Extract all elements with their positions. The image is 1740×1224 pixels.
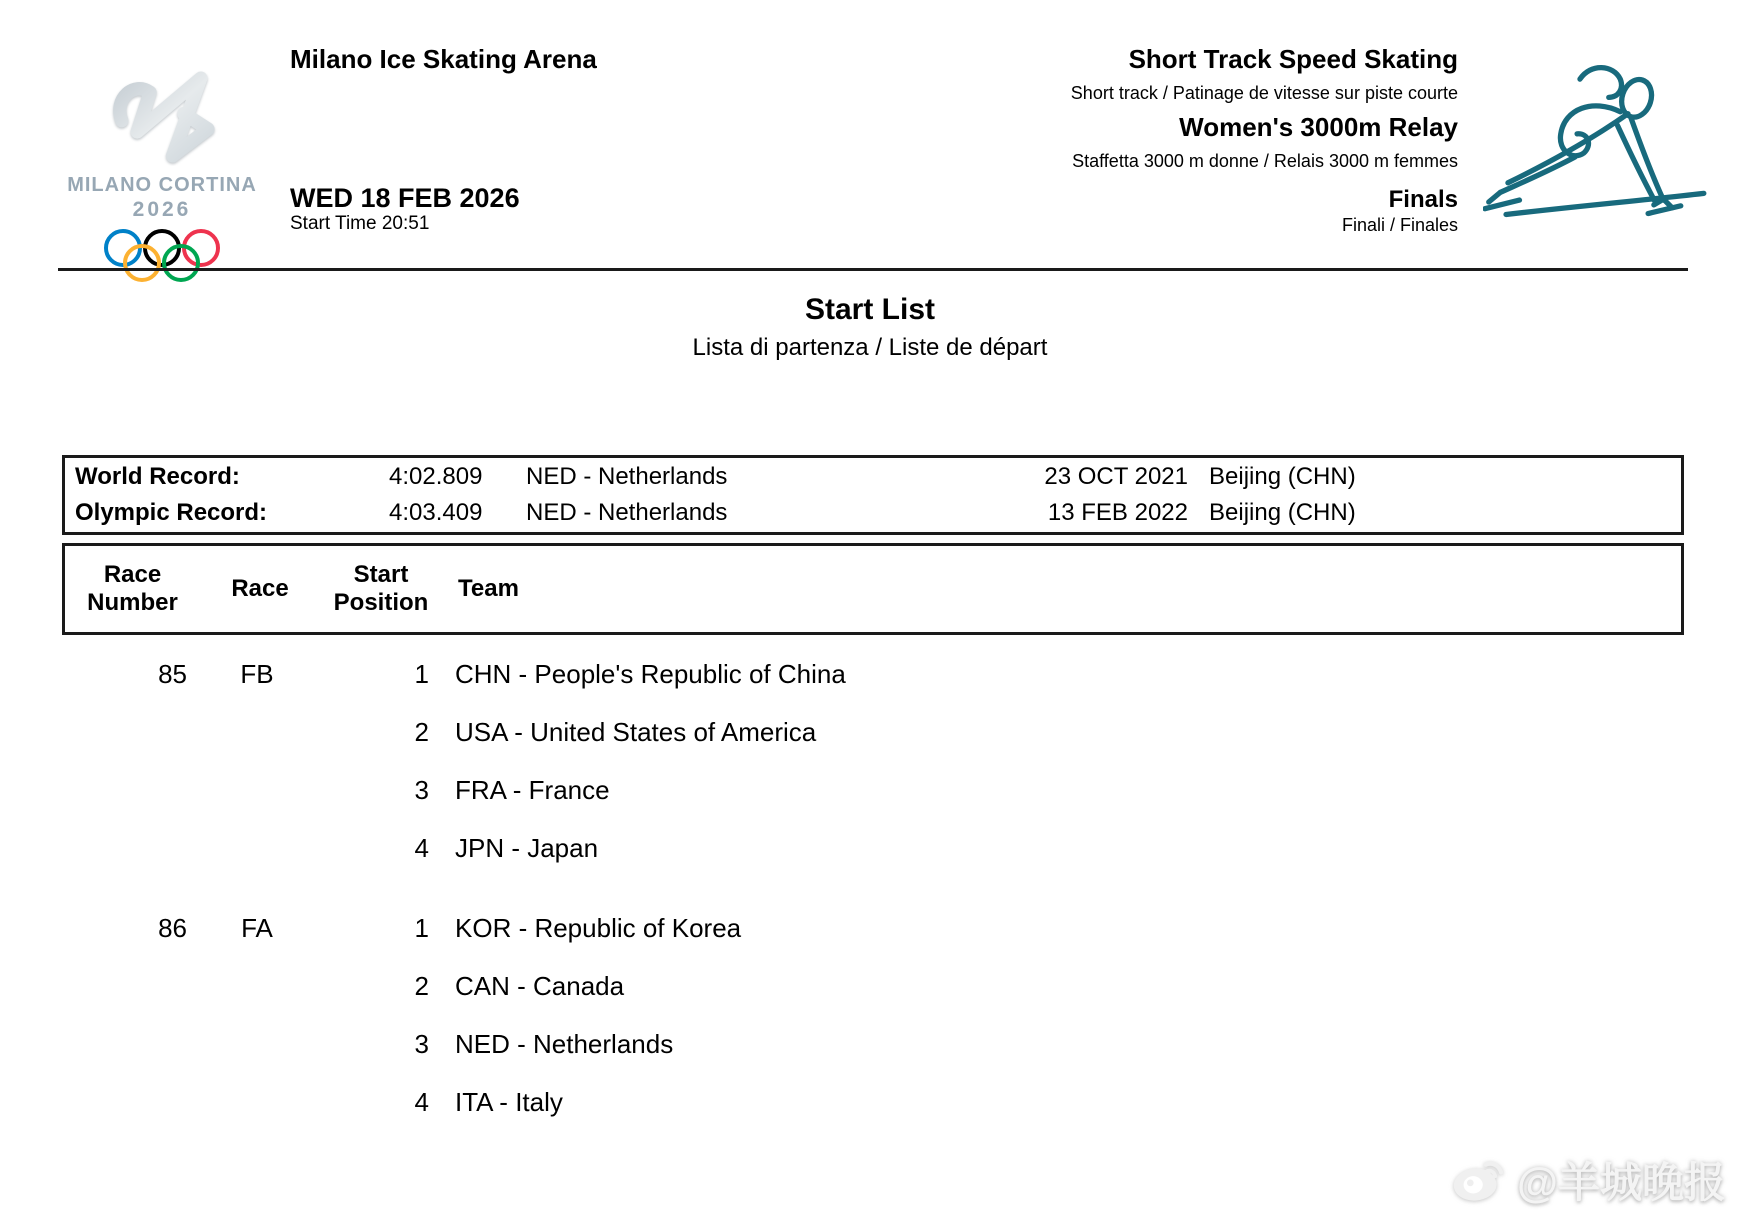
watermark-text: @羊城晚报: [1517, 1159, 1726, 1206]
race-number-cell: 85: [158, 658, 187, 689]
logo-year: 2026: [132, 198, 192, 221]
team-cell: CAN - Canada: [455, 970, 625, 1001]
venue-title: Milano Ice Skating Arena: [290, 44, 597, 74]
page-title: Start List: [804, 293, 936, 326]
session-datetime: [290, 183, 520, 235]
team-cell: JPN - Japan: [455, 832, 599, 863]
olympic-record-row: [65, 495, 1681, 531]
start-position-cell: 1: [414, 658, 429, 689]
session-start-time: Start Time 20:51: [290, 213, 430, 234]
phase-subtitle: Finali / Finales: [1341, 215, 1458, 235]
race-header: Race: [231, 575, 289, 602]
table-row: [62, 1073, 1684, 1131]
table-row: [62, 1015, 1684, 1073]
weibo-watermark: [1449, 1150, 1726, 1210]
race-cell: FB: [240, 658, 274, 689]
start-position-cell: 4: [414, 832, 429, 863]
table-row: [62, 645, 1684, 703]
record-date: 13 FEB 2022: [1047, 499, 1188, 526]
start-position-cell: 4: [414, 1086, 429, 1117]
start-position-cell: 2: [414, 716, 429, 747]
start-position-cell: 3: [414, 774, 429, 805]
team-cell: FRA - France: [455, 774, 610, 805]
milano-cortina-26-glyph-icon: [102, 54, 222, 166]
table-row: [62, 761, 1684, 819]
start-list-header-row: [65, 561, 1681, 617]
record-time: 4:03.409: [389, 499, 483, 526]
world-record-row: [65, 459, 1681, 495]
title-block: [0, 293, 1740, 362]
event-title: Women's 3000m Relay: [1179, 112, 1458, 142]
start-list-header-box: [62, 543, 1684, 635]
logo-wordmark: MILANO CORTINA: [67, 174, 257, 196]
record-date: 23 OCT 2021: [1044, 463, 1188, 490]
discipline-subtitle: Short track / Patinage de vitesse sur piste courte: [1070, 83, 1458, 103]
race-number-header: Race Number: [87, 561, 178, 616]
record-label: Olympic Record:: [75, 499, 268, 526]
record-location: Beijing (CHN): [1209, 463, 1356, 490]
team-cell: ITA - Italy: [455, 1086, 563, 1117]
team-cell: NED - Netherlands: [455, 1028, 674, 1059]
start-position-cell: 2: [414, 970, 429, 1001]
weibo-logo-icon: [1449, 1156, 1507, 1204]
table-row: [62, 899, 1684, 957]
phase-title: Finals: [1388, 186, 1458, 213]
records-box: [62, 455, 1684, 535]
table-row: [62, 957, 1684, 1015]
header-divider: [58, 268, 1688, 271]
table-row: [62, 703, 1684, 761]
olympic-rings-icon: [99, 227, 225, 285]
team-cell: CHN - People's Republic of China: [455, 658, 846, 689]
page-subtitle: Lista di partenza / Liste de départ: [692, 334, 1048, 361]
milano-cortina-logo: [62, 36, 262, 285]
start-position-header: Start Position: [333, 561, 429, 616]
start-position-cell: 3: [414, 1028, 429, 1059]
team-header: Team: [458, 575, 519, 602]
race-number-cell: 86: [158, 912, 187, 943]
team-cell: USA - United States of America: [455, 716, 817, 747]
start-list-rows: [62, 645, 1684, 1131]
record-team: NED - Netherlands: [526, 499, 728, 526]
record-time: 4:02.809: [389, 463, 483, 490]
start-position-cell: 1: [414, 912, 429, 943]
record-location: Beijing (CHN): [1209, 499, 1356, 526]
team-cell: KOR - Republic of Korea: [455, 912, 742, 943]
short-track-skater-pictogram-icon: [1483, 56, 1723, 228]
record-team: NED - Netherlands: [526, 463, 728, 490]
session-date: WED 18 FEB 2026: [290, 183, 520, 213]
event-block: [1071, 44, 1458, 236]
table-row: [62, 819, 1684, 877]
discipline-title: Short Track Speed Skating: [1128, 44, 1458, 74]
race-cell: FA: [241, 912, 273, 943]
event-subtitle: Staffetta 3000 m donne / Relais 3000 m femmes: [1072, 151, 1458, 171]
record-label: World Record:: [75, 463, 240, 490]
